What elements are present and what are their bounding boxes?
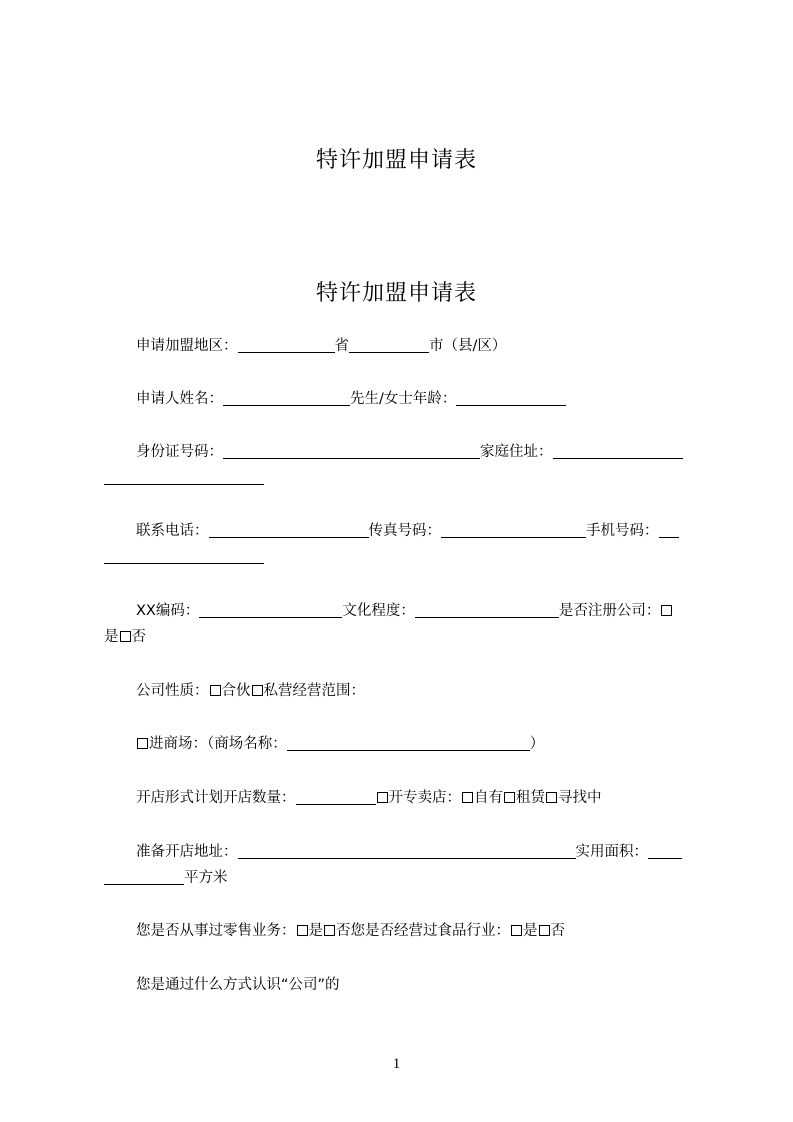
code-line [104,601,736,621]
form-title: 特许加盟申请表 [315,281,477,306]
registered-yes-label: 是 [104,629,119,645]
region-line [104,336,736,356]
province-blank[interactable] [238,338,335,353]
address-cont-line [104,468,704,488]
id-line [104,442,736,462]
fax-blank[interactable] [441,523,586,538]
retail-yes-label: 是 [308,923,323,939]
store-count-label: 开店形式计划开店数量： [136,790,296,806]
registered-no-label: 否 [131,629,146,645]
education-blank[interactable] [415,603,559,618]
contact-line [104,521,736,541]
code-cont-line [104,627,704,647]
id-label: 身份证号码： [136,444,223,460]
name-label: 申请人姓名： [136,391,223,407]
rent-checkbox[interactable] [504,792,515,803]
area-unit: 平方米 [184,870,228,886]
source-question: 您是通过什么方式认识“公司”的 [136,977,340,993]
area-blank-cont[interactable] [104,870,184,885]
city-blank[interactable] [349,338,429,353]
phone-blank[interactable] [209,523,369,538]
education-label: 文化程度： [342,603,415,619]
food-yes-label: 是 [523,923,538,939]
city-label: 市（县/区） [429,338,507,354]
fax-label: 传真号码： [368,523,441,539]
mall-line [104,734,736,754]
mobile-cont-line [104,547,704,567]
retail-no-checkbox[interactable] [324,925,335,936]
mall-label: 进商场： [149,736,207,752]
private-checkbox[interactable] [252,685,263,696]
area-blank[interactable] [648,844,682,859]
mobile-blank[interactable] [659,523,679,538]
store-address-label: 准备开店地址： [136,844,238,860]
area-label: 实用面积： [575,844,648,860]
mobile-label: 手机号码： [586,523,659,539]
name-blank[interactable] [223,391,350,406]
store-label: 开专卖店： [388,790,461,806]
mall-name-close: ） [529,736,545,752]
area-cont-line [104,868,704,888]
company-type-line [104,681,736,701]
private-label: 私营经营范围： [263,683,365,699]
registered-yes-checkbox[interactable] [661,605,672,616]
retail-yes-checkbox[interactable] [297,925,308,936]
seeking-label: 寻找中 [558,790,602,806]
food-no-checkbox[interactable] [539,925,550,936]
company-type-label: 公司性质： [136,683,209,699]
food-yes-checkbox[interactable] [511,925,522,936]
phone-label: 联系电话： [136,523,209,539]
mall-name-blank[interactable] [287,736,530,751]
store-address-line [104,842,736,862]
food-no-label: 否 [550,923,565,939]
retail-question: 您是否从事过零售业务： [136,923,296,939]
page-number: 1 [392,1056,401,1072]
code-label: XX编码： [136,603,200,619]
address-blank-cont[interactable] [104,470,264,485]
registered-no-checkbox[interactable] [120,631,131,642]
store-checkbox[interactable] [377,792,388,803]
store-address-blank[interactable] [238,844,576,859]
experience-line [104,921,736,941]
own-label: 自有 [474,790,503,806]
id-blank[interactable] [223,444,480,459]
mall-name-label: （商场名称： [207,736,287,752]
source-line [104,975,736,995]
applicant-line [104,389,736,409]
address-blank[interactable] [553,444,683,459]
registered-label: 是否注册公司： [558,603,661,619]
age-blank[interactable] [456,391,566,406]
address-label: 家庭住址： [480,444,553,460]
mall-checkbox[interactable] [137,738,148,749]
partnership-label: 合伙 [221,683,251,699]
rent-label: 租赁 [516,790,545,806]
province-label: 省 [334,338,349,354]
gender-age-label: 先生/女士年龄： [350,391,457,407]
seeking-checkbox[interactable] [546,792,557,803]
partnership-checkbox[interactable] [210,685,221,696]
page-header-title: 特许加盟申请表 [315,148,477,173]
store-form-line [104,788,736,808]
food-question: 否您是否经营过食品行业： [336,923,510,939]
own-checkbox[interactable] [462,792,473,803]
mobile-blank-cont[interactable] [104,549,264,564]
code-blank[interactable] [199,603,342,618]
store-count-blank[interactable] [296,790,376,805]
region-label: 申请加盟地区： [136,338,238,354]
